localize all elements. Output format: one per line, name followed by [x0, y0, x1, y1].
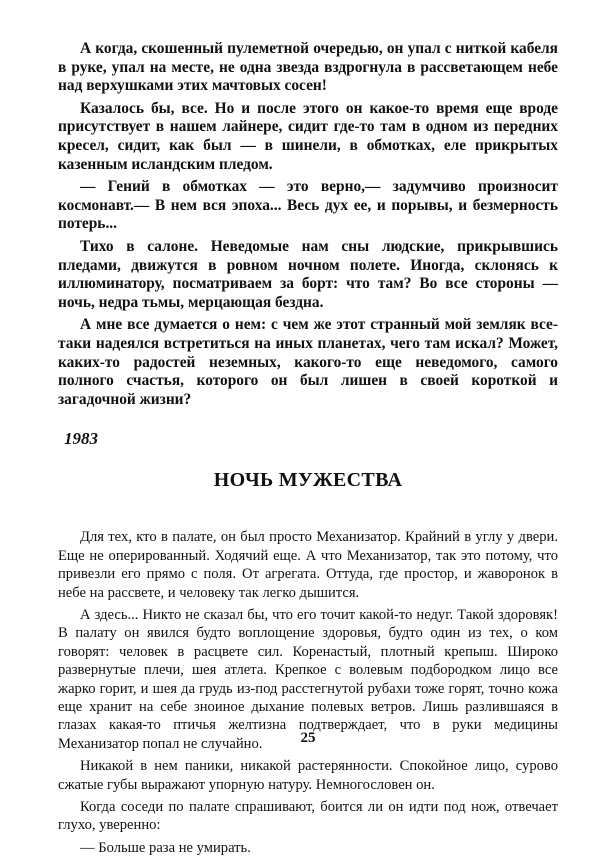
page-number: 25 — [300, 730, 316, 746]
paragraph: — Больше раза не умирать. — [80, 839, 251, 856]
previous-story-ending — [58, 40, 558, 409]
paragraph: Для тех, кто в палате, он был просто Механизатор. Крайний в углу у двери. Еще не оперированный. Ходячий еще. А что Механизатор, так это потому, что привезли его прямо с поля. От агрегата. Оттуда, где простор, и жаворонок в небе на рассвете, и человеку так легко дышится. — [58, 529, 558, 601]
paragraph: — Гений в обмотках — это верно,— задумчиво произносит космонавт.— В нем вся эпоха... Весь дух ее, и порывы, и безмерность потерь... — [58, 178, 558, 233]
paragraph: Тихо в салоне. Неведомые нам сны людские, прикрывшись пледами, движутся в ровном ночном полете. Иногда, склонясь к иллюминатору, посматриваем за борт: что там? Во все стороны — ночь, недра тьмы, мерцающая бездна. — [58, 237, 558, 311]
paragraph: Никакой в нем паники, никакой растерянности. Спокойное лицо, сурово сжатые губы выражают упорную натуру. Немногословен он. — [58, 758, 558, 793]
new-story-body — [58, 528, 558, 857]
paragraph: А мне все думается о нем: с чем же этот странный мой земляк все-таки надеялся встретиться на иных планетах, чего там искал? Может, каких-то радостей неземных, какого-то еще неведомого, самого полного счастья, которого он был лишен в своей короткой и загадочной жизни? — [58, 316, 558, 408]
story-title: НОЧЬ МУЖЕСТВА — [213, 469, 403, 492]
story-year: 1983 — [64, 429, 98, 449]
paragraph: А когда, скошенный пулеметной очередью, он упал с ниткой кабеля в руке, упал на месте, не одна звезда вздрогнула в рассветающем небе над верхушками этих мачтовых сосен! — [58, 40, 558, 95]
paragraph: Когда соседи по палате спрашивают, боится ли он идти под нож, отвечает глухо, уверенно: — [58, 798, 558, 834]
paragraph: Казалось бы, все. Но и после этого он какое-то время еще вроде присутствует в нашем лайнере, сидит где-то там в одном из передних кресел, сидит, как был — в шинели, в обмотках, еле прикрытых казенным исландским пледом. — [58, 99, 558, 173]
paragraph: А здесь... Никто не сказал бы, что его точит какой-то недуг. Такой здоровяк! В палату он явился будто воплощение здоровья, будто один из тех, о ком говорят: человек в расцвете сил. Коренастый, плотный крепыш. Широко развернутые плечи, шея атлета. Крепкое с волевым подбородком лицо все жарко горит, и шея да грудь из-под расстегнутой рубахи тоже горят, точно кожа еще хранит на себе зноиное дыхание полевых ветров. Лишь разлившаяся в глазах какая-то птичья желтизна подтверждает, что в руки медицины Механизатор попал не случайно. — [58, 606, 558, 752]
